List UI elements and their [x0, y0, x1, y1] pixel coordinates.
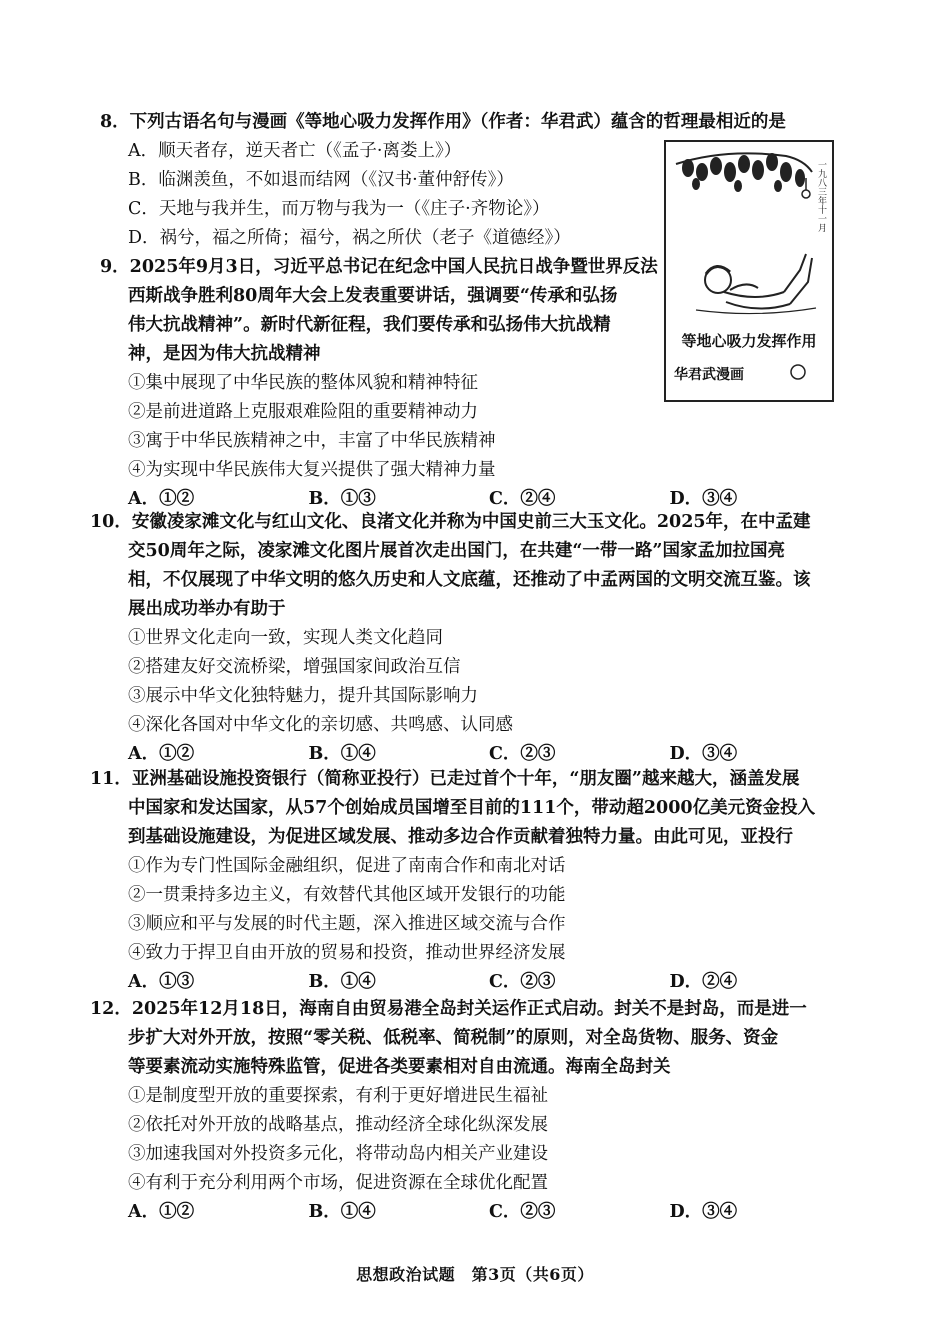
answer-choices — [90, 1198, 850, 1227]
statement-1: ①是制度型开放的重要探索，有利于更好增进民生福祉 — [128, 1086, 548, 1106]
question-12 — [90, 995, 850, 1227]
choice-b: B．①③ — [308, 489, 376, 509]
stem-line: 西斯战争胜利80周年大会上发表重要讲话，强调要“传承和弘扬 — [128, 286, 618, 306]
stem-line: 10．安徽凌家滩文化与红山文化、良渚文化并称为中国史前三大玉文化。2025年，在中孟建 — [90, 512, 811, 532]
option-a: A．顺天者存，逆天者亡（《孟子·离娄上》） — [128, 141, 462, 161]
choice-d: D．③④ — [669, 744, 738, 764]
question-11-stem — [90, 765, 850, 852]
option-d: D．祸兮，福之所倚；福兮，祸之所伏（老子《道德经》） — [128, 228, 571, 248]
stem-line: 展出成功举办有助于 — [128, 599, 286, 619]
choice-b: B．①④ — [308, 972, 376, 992]
stem-line: 伟大抗战精神”。新时代新征程，我们要传承和弘扬伟大抗战精 — [128, 315, 611, 335]
statement-4: ④有利于充分利用两个市场，促进资源在全球优化配置 — [128, 1173, 548, 1193]
cartoon-caption: 等地心吸力发挥作用 — [681, 332, 817, 350]
choice-d: D．②④ — [669, 972, 738, 992]
statement-2: ②一贯秉持多边主义，有效替代其他区域开发银行的功能 — [128, 885, 566, 905]
stem-line: 8．下列古语名句与漫画《等地心吸力发挥作用》（作者：华君武）蕴含的哲理最相近的是 — [100, 112, 786, 132]
question-10 — [90, 508, 850, 769]
stem-line: 12．2025年12月18日，海南自由贸易港全岛封关运作正式启动。封关不是封岛，而是进一 — [90, 999, 807, 1019]
choice-d: D．③④ — [669, 1202, 738, 1222]
stem-line: 交50周年之际，凌家滩文化图片展首次走出国门，在共建“一带一路”国家孟加拉国亮 — [128, 541, 785, 561]
choice-a: A．①② — [128, 1202, 195, 1222]
statement-2: ②搭建友好交流桥梁，增强国家间政治互信 — [128, 657, 461, 677]
statement-2: ②是前进道路上克服艰难险阻的重要精神动力 — [128, 402, 478, 422]
option-c: C．天地与我并生，而万物与我为一（《庄子·齐物论》） — [128, 199, 550, 219]
choice-a: A．①② — [128, 489, 195, 509]
statement-3: ③顺应和平与发展的时代主题，深入推进区域交流与合作 — [128, 914, 566, 934]
answer-choices — [90, 968, 850, 997]
statement-4: ④深化各国对中华文化的亲切感、共鸣感、认同感 — [128, 715, 513, 735]
question-11 — [90, 765, 850, 997]
cartoon-signature: 华君武漫画 — [674, 367, 744, 383]
statement-4: ④致力于捍卫自由开放的贸易和投资，推动世界经济发展 — [128, 943, 566, 963]
choice-a: A．①③ — [128, 972, 195, 992]
question-8-stem — [90, 108, 850, 137]
stem-line: 神，是因为伟大抗战精神 — [128, 344, 321, 364]
statement-1: ①作为专门性国际金融组织，促进了南南合作和南北对话 — [128, 856, 566, 876]
question-9 — [90, 253, 850, 514]
stem-line: 步扩大对外开放，按照“零关税、低税率、简税制”的原则，对全岛货物、服务、资金 — [128, 1028, 779, 1048]
choice-b: B．①④ — [308, 1202, 376, 1222]
choice-b: B．①④ — [308, 744, 376, 764]
stem-line: 中国家和发达国家，从57个创始成员国增至目前的111个，带动超2000亿美元资金投入 — [128, 798, 816, 818]
choice-c: C．②③ — [489, 972, 556, 992]
statement-3: ③展示中华文化独特魅力，提升其国际影响力 — [128, 686, 478, 706]
statement-4: ④为实现中华民族伟大复兴提供了强大精神力量 — [128, 460, 496, 480]
choice-c: C．②④ — [489, 489, 556, 509]
choice-a: A．①② — [128, 744, 195, 764]
stem-line: 相，不仅展现了中华文明的悠久历史和人文底蕴，还推动了中孟两国的文明交流互鉴。该 — [128, 570, 811, 590]
statement-1: ①集中展现了中华民族的整体风貌和精神特征 — [128, 373, 478, 393]
choice-d: D．③④ — [669, 489, 738, 509]
stem-line: 等要素流动实施特殊监管，促进各类要素相对自由流通。海南全岛封关 — [128, 1057, 671, 1077]
choice-c: C．②③ — [489, 1202, 556, 1222]
stem-line: 到基础设施建设，为促进区域发展、推动多边合作贡献着独特力量。由此可见，亚投行 — [128, 827, 793, 847]
choice-c: C．②③ — [489, 744, 556, 764]
question-10-stem — [90, 508, 850, 624]
question-12-stem — [90, 995, 850, 1082]
statement-2: ②依托对外开放的战略基点，推动经济全球化纵深发展 — [128, 1115, 548, 1135]
statement-3: ③加速我国对外投资多元化，将带动岛内相关产业建设 — [128, 1144, 548, 1164]
page-footer: 思想政治试题 第3页（共6页） — [356, 1265, 594, 1284]
question-9-stem — [90, 253, 850, 369]
option-b: B．临渊羡鱼，不如退而结网（《汉书·董仲舒传》） — [128, 170, 514, 190]
cartoon-date: 一九八三年十一月 — [816, 160, 826, 232]
stem-line: 9．2025年9月3日，习近平总书记在纪念中国人民抗日战争暨世界反法 — [100, 257, 658, 277]
statement-1: ①世界文化走向一致，实现人类文化趋同 — [128, 628, 443, 648]
stem-line: 11．亚洲基础设施投资银行（简称亚投行）已走过首个十年，“朋友圈”越来越大，涵盖发展 — [90, 769, 800, 789]
statement-3: ③寓于中华民族精神之中，丰富了中华民族精神 — [128, 431, 496, 451]
